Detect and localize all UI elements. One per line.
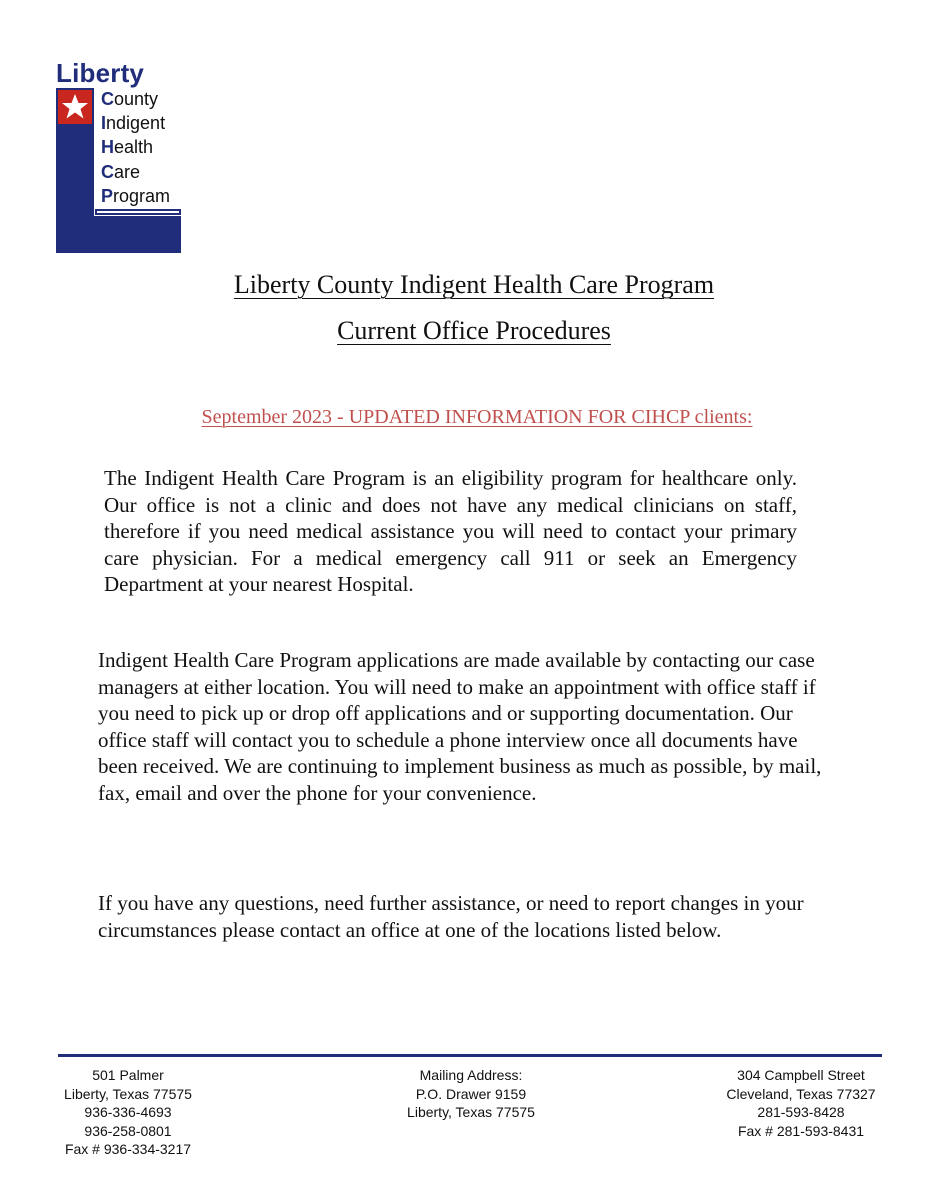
paragraph-questions: If you have any questions, need further assistance, or need to report changes in your circumstances please contact an office at one of the locations listed below. (98, 891, 804, 942)
logo-line-indigent: Indigent (101, 113, 166, 134)
footer-line: 936-258-0801 (84, 1122, 172, 1139)
logo-line-county: County (101, 89, 159, 109)
logo-l-horizontal (56, 216, 181, 253)
footer-line: 281-593-8428 (757, 1104, 845, 1120)
paragraph-applications: Indigent Health Care Program applications are made available by contacting our case managers at either location. You will need to make an appointment with office staff if you need to pick up or drop off applications and or supporting documentation. Our office staff will contact you to schedule a phone interview once all documents have been received. We are continuing to implement business as much as possible, by mail, fax, email and over the phone for your convenience. (98, 648, 822, 805)
document-subtitle: Current Office Procedures (337, 316, 611, 345)
logo-text-lines (101, 87, 170, 208)
footer-line: Mailing Address: (419, 1067, 523, 1083)
update-notice: September 2023 - UPDATED INFORMATION FOR CIHCP clients: (201, 406, 753, 428)
footer-line: 936-336-4693 (84, 1104, 172, 1120)
logo-title: Liberty (56, 58, 145, 88)
footer-line: 304 Campbell Street (737, 1067, 865, 1083)
footer-line: Fax # 936-334-3217 (64, 1141, 192, 1157)
footer-cleveland-office (711, 1066, 891, 1140)
logo-inner-line (96, 210, 180, 214)
document-title: Liberty County Indigent Health Care Program (233, 270, 715, 299)
footer-line: Liberty, Texas 77575 (64, 1085, 192, 1102)
footer-mailing-address (381, 1066, 561, 1122)
footer-divider (58, 1054, 882, 1057)
footer-line: 501 Palmer (92, 1067, 164, 1083)
logo-line-program: Program (101, 185, 171, 206)
logo-line-health: Health (101, 137, 154, 158)
footer-liberty-office (38, 1066, 218, 1159)
program-logo (56, 58, 186, 258)
footer-line: Fax # 281-593-8431 (737, 1122, 865, 1139)
logo-line-care: Care (101, 161, 141, 182)
paragraph-eligibility: The Indigent Health Care Program is an eligibility program for healthcare only. Our office is not a clinic and does not have any medical clinicians on staff, therefore if you need medical assistance you will need to contact your primary care physician. For a medical emergency call 911 or seek an Emergency Department at your nearest Hospital. (104, 466, 797, 596)
footer-line: Liberty, Texas 77575 (407, 1104, 535, 1120)
footer-line: Cleveland, Texas 77327 (726, 1085, 876, 1102)
footer-line: P.O. Drawer 9159 (415, 1085, 527, 1102)
